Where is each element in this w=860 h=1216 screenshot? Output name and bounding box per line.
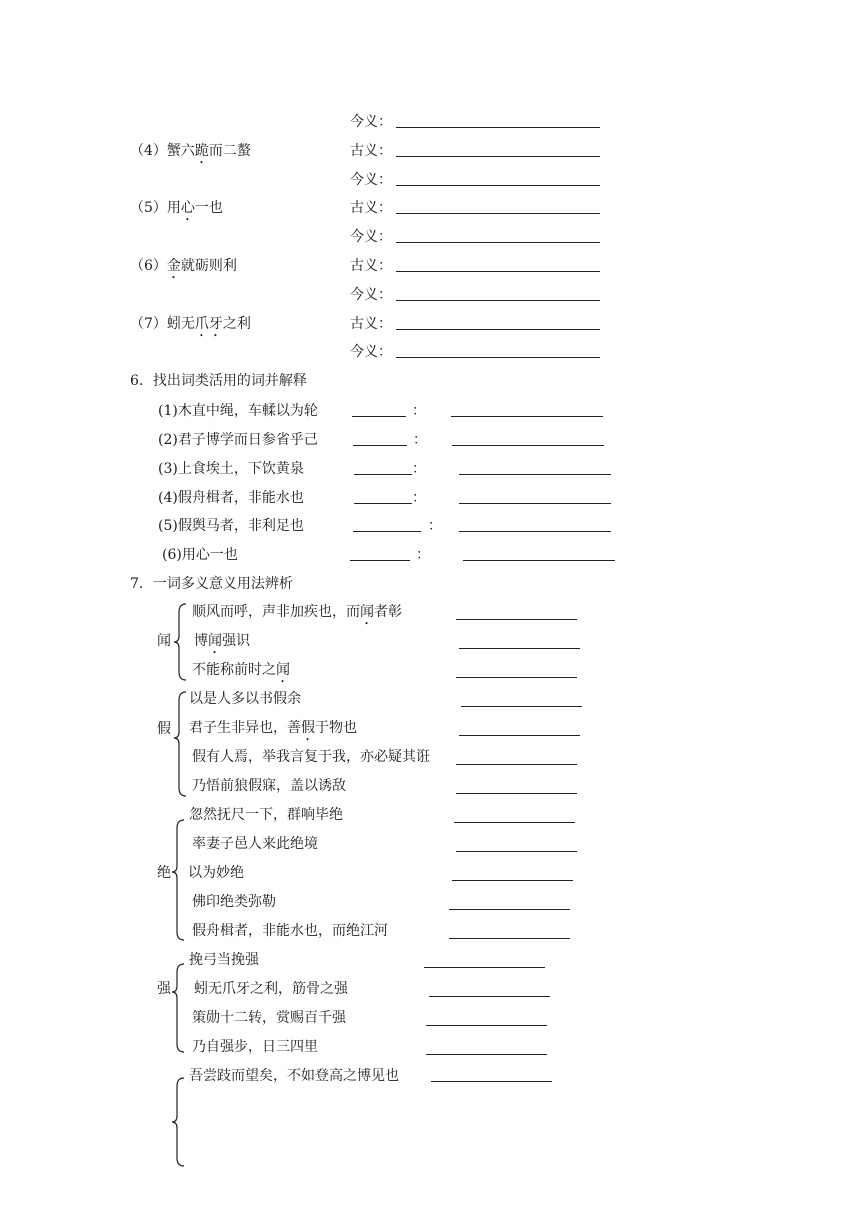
polysemy-char: 假 [157, 721, 171, 737]
jin-label: 今义： [350, 344, 392, 360]
question-item: (6)用心一也 [162, 547, 238, 563]
question-item: (2)君子博学而日参省乎己 [158, 432, 318, 448]
sentence: 策勋十二转，赏赐百千强 [192, 1010, 346, 1026]
question-item: (1)木直中绳，车輮以为轮 [158, 403, 318, 419]
gu-label: 古义： [350, 258, 392, 274]
colon: ： [412, 403, 426, 419]
brace-icon [170, 818, 186, 944]
item-6: （6）金就砺则利 [130, 258, 237, 274]
gu-answer-line[interactable] [396, 156, 600, 157]
question-item: (3)上食埃土，下饮黄泉 [158, 461, 304, 477]
answer-line[interactable] [459, 735, 580, 736]
answer-line[interactable] [461, 706, 582, 707]
sentence: 不能称前时之闻 [192, 662, 290, 678]
answer-line[interactable] [431, 1081, 552, 1082]
sentence: 君子生非异也，善假于物也 [189, 720, 357, 736]
polysemy-char: 强 [157, 981, 171, 997]
meaning-answer-line[interactable] [452, 445, 604, 446]
colon: ： [416, 547, 430, 563]
sentence: 乃悟前狼假寐，盖以诱敌 [192, 778, 346, 794]
jin-answer-line[interactable] [396, 127, 600, 128]
jin-answer-line[interactable] [396, 242, 600, 243]
jin-label: 今义： [350, 229, 392, 245]
sentence: 顺风而呼，声非加疾也，而闻者彰 [192, 604, 402, 620]
jin-label: 今义： [350, 287, 392, 303]
question-item: (4)假舟楫者，非能水也 [158, 490, 304, 506]
sentence: 博闻强识 [194, 633, 250, 649]
question-item: (5)假舆马者，非利足也 [158, 518, 304, 534]
word-answer-line[interactable] [350, 560, 410, 561]
brace-icon [172, 602, 188, 682]
gu-label: 古义： [350, 200, 392, 216]
gu-label: 古义： [350, 316, 392, 332]
word-answer-line[interactable] [353, 531, 421, 532]
answer-line[interactable] [459, 648, 580, 649]
meaning-answer-line[interactable] [459, 531, 611, 532]
sentence: 以为妙绝 [188, 865, 244, 881]
meaning-answer-line[interactable] [459, 503, 611, 504]
polysemy-char: 闻 [157, 633, 171, 649]
sentence: 忽然抚尺一下，群响毕绝 [189, 807, 343, 823]
answer-line[interactable] [424, 967, 545, 968]
sentence: 假舟楫者，非能水也，而绝江河 [192, 923, 388, 939]
brace-icon [170, 962, 186, 1056]
jin-answer-line[interactable] [396, 185, 600, 186]
answer-line[interactable] [429, 996, 550, 997]
jin-label: 今义： [350, 114, 392, 130]
sentence: 吾尝跂而望矣，不如登高之博见也 [189, 1068, 399, 1084]
answer-line[interactable] [426, 1025, 547, 1026]
answer-line[interactable] [449, 938, 570, 939]
answer-line[interactable] [456, 619, 577, 620]
gu-answer-line[interactable] [396, 329, 600, 330]
answer-line[interactable] [456, 851, 577, 852]
sentence: 乃自强步，日三四里 [192, 1039, 318, 1055]
meaning-answer-line[interactable] [459, 474, 611, 475]
colon: ： [412, 490, 426, 506]
answer-line[interactable] [456, 764, 577, 765]
word-answer-line[interactable] [354, 503, 412, 504]
gu-answer-line[interactable] [396, 271, 600, 272]
brace-icon [170, 1076, 186, 1170]
item-5: （5）用心一也 [130, 200, 223, 216]
answer-line[interactable] [456, 793, 577, 794]
answer-line[interactable] [456, 677, 577, 678]
item-4: （4）蟹六跪而二螯 [130, 143, 251, 159]
section-7-title: 7．一词多义意义用法辨析 [130, 576, 293, 592]
sentence: 挽弓当挽强 [189, 952, 259, 968]
answer-line[interactable] [426, 1054, 547, 1055]
sentence: 率妻子邑人来此绝境 [192, 836, 318, 852]
meaning-answer-line[interactable] [451, 416, 603, 417]
section-6-title: 6．找出词类活用的词并解释 [130, 373, 307, 389]
jin-label: 今义： [350, 172, 392, 188]
colon: ： [428, 518, 442, 534]
gu-answer-line[interactable] [396, 213, 600, 214]
meaning-answer-line[interactable] [463, 560, 615, 561]
colon: ： [412, 461, 426, 477]
sentence: 假有人焉，举我言复于我，亦必疑其诳 [192, 749, 430, 765]
brace-icon [172, 690, 188, 800]
colon: ： [413, 432, 427, 448]
answer-line[interactable] [449, 909, 570, 910]
answer-line[interactable] [452, 880, 573, 881]
word-answer-line[interactable] [352, 416, 406, 417]
item-7: （7）蚓无爪牙之利 [130, 316, 251, 332]
jin-answer-line[interactable] [396, 300, 600, 301]
sentence: 佛印绝类弥勒 [192, 894, 276, 910]
word-answer-line[interactable] [354, 474, 412, 475]
sentence: 蚓无爪牙之利，筋骨之强 [194, 981, 348, 997]
sentence: 以是人多以书假余 [189, 691, 301, 707]
jin-answer-line[interactable] [396, 357, 600, 358]
answer-line[interactable] [454, 822, 575, 823]
word-answer-line[interactable] [353, 445, 407, 446]
gu-label: 古义： [350, 143, 392, 159]
polysemy-char: 绝 [157, 865, 171, 881]
